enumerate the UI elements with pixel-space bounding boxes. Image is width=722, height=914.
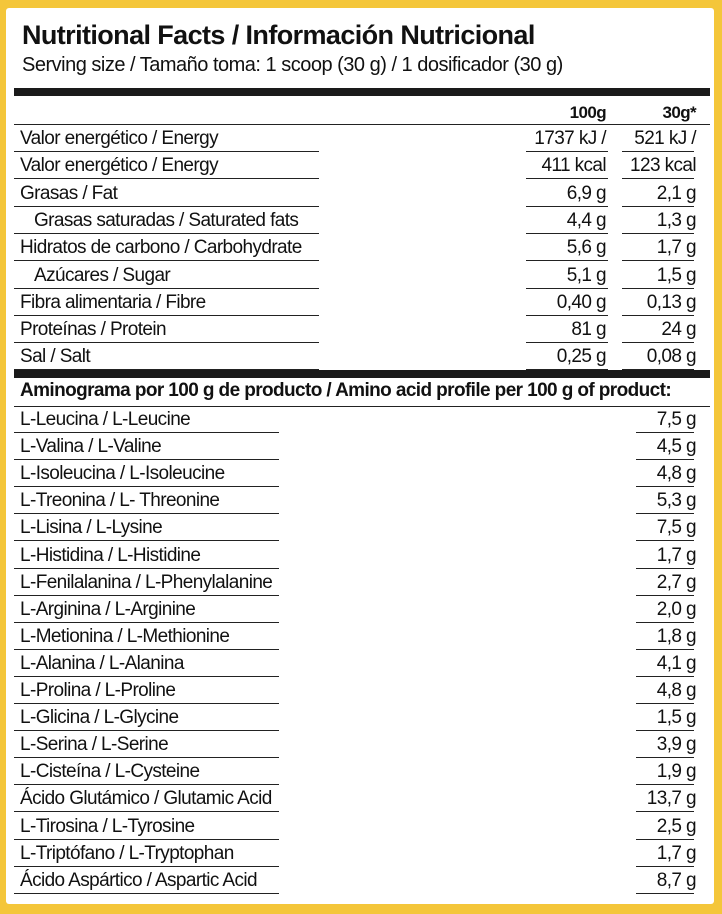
- amino-value: 4,8 g: [656, 680, 696, 701]
- nutrient-label: Azúcares / Sugar: [34, 264, 171, 286]
- nutrition-label: [6, 8, 714, 904]
- nutrient-value-100g: 411 kcal: [541, 155, 606, 177]
- amino-row: [6, 677, 714, 704]
- amino-row: [6, 867, 714, 894]
- nutrient-value-100g: 6,9 g: [566, 182, 606, 204]
- amino-row: [6, 758, 714, 785]
- row-underline: [14, 893, 279, 894]
- nutrition-row: [6, 234, 714, 261]
- amino-label: L-Prolina / L-Proline: [20, 680, 176, 701]
- amino-value: 1,8 g: [656, 625, 696, 647]
- amino-value: 1,5 g: [656, 707, 696, 729]
- nutrition-row: [6, 180, 714, 207]
- nutrient-value-100g: 81 g: [571, 319, 606, 341]
- nutrient-value-serving: 1,5 g: [656, 264, 696, 286]
- amino-label: L-Triptófano / L-Tryptophan: [20, 842, 234, 864]
- nutrient-value-serving: 24 g: [661, 319, 696, 341]
- nutrient-label: Grasas / Fat: [20, 182, 118, 204]
- nutrition-row: [6, 343, 714, 370]
- amino-row: [6, 813, 714, 840]
- amino-row: [6, 704, 714, 731]
- amino-value: 4,5 g: [656, 436, 696, 458]
- amino-row: [6, 487, 714, 514]
- amino-label: L-Leucina / L-Leucine: [20, 409, 191, 430]
- amino-row: [6, 460, 714, 487]
- nutrient-value-100g: 0,25 g: [556, 346, 606, 368]
- amino-row: [6, 840, 714, 867]
- amino-label: Ácido Aspártico / Aspartic Acid: [20, 869, 257, 891]
- serving-size: Serving size / Tamaño toma: 1 scoop (30 g) / 1 dosificador (30 g): [22, 54, 563, 76]
- amino-label: L-Lisina / L-Lysine: [20, 517, 163, 539]
- nutrient-value-100g: 1737 kJ /: [534, 128, 606, 149]
- column-header-row: [6, 98, 714, 125]
- nutrition-row: [6, 316, 714, 343]
- amino-row: [6, 731, 714, 758]
- nutrition-row: [6, 262, 714, 289]
- amino-profile-title: Aminograma por 100 g de producto / Amino acid profile per 100 g of product:: [20, 380, 672, 401]
- nutrient-label: Valor energético / Energy: [20, 155, 218, 177]
- amino-row: [6, 406, 714, 433]
- amino-row: [6, 542, 714, 569]
- amino-row: [6, 514, 714, 541]
- amino-value: 2,7 g: [656, 571, 696, 593]
- nutrient-value-100g: 5,1 g: [566, 264, 606, 286]
- amino-label: L-Treonina / L- Threonine: [20, 490, 220, 512]
- nutrient-label: Grasas saturadas / Saturated fats: [34, 209, 299, 231]
- nutrition-row: [6, 289, 714, 316]
- row-underline: [636, 893, 694, 894]
- column-header-serving: 30g*: [662, 103, 696, 122]
- nutrient-value-serving: 0,08 g: [646, 346, 696, 368]
- amino-row: [6, 569, 714, 596]
- amino-row: [6, 596, 714, 623]
- nutrient-value-serving: 1,7 g: [656, 237, 696, 259]
- amino-label: L-Tirosina / L-Tyrosine: [20, 815, 195, 837]
- amino-row: [6, 650, 714, 677]
- nutrient-value-serving: 521 kJ /: [634, 128, 696, 149]
- amino-value: 7,5 g: [656, 409, 696, 430]
- amino-value: 7,5 g: [656, 517, 696, 539]
- amino-label: L-Isoleucina / L-Isoleucine: [20, 463, 225, 485]
- amino-label: L-Cisteína / L-Cysteine: [20, 761, 200, 783]
- divider-top: [14, 88, 710, 96]
- nutrition-row: [6, 152, 714, 179]
- amino-value: 13,7 g: [646, 788, 696, 810]
- nutrient-label: Sal / Salt: [20, 346, 91, 368]
- amino-label: L-Valina / L-Valine: [20, 436, 162, 458]
- nutrient-value-serving: 0,13 g: [646, 291, 696, 313]
- amino-value: 5,3 g: [656, 490, 696, 512]
- nutrient-value-serving: 123 kcal: [630, 155, 696, 177]
- amino-label: L-Serina / L-Serine: [20, 734, 169, 756]
- amino-label: L-Metionina / L-Methionine: [20, 625, 230, 647]
- amino-label: L-Arginina / L-Arginine: [20, 598, 196, 620]
- nutrition-row: [6, 207, 714, 234]
- label-title: Nutritional Facts / Información Nutricional: [22, 20, 535, 50]
- amino-value: 1,7 g: [656, 544, 696, 566]
- column-header-100g: 100g: [569, 103, 606, 122]
- amino-value: 8,7 g: [656, 869, 696, 891]
- nutrient-label: Proteínas / Protein: [20, 319, 166, 341]
- amino-row: [6, 623, 714, 650]
- amino-value: 1,9 g: [656, 761, 696, 783]
- nutrient-value-serving: 1,3 g: [656, 209, 696, 231]
- nutrient-value-100g: 4,4 g: [566, 209, 606, 231]
- amino-value: 4,8 g: [656, 463, 696, 485]
- amino-label: L-Fenilalanina / L-Phenylalanine: [20, 571, 273, 593]
- nutrient-label: Hidratos de carbono / Carbohydrate: [20, 237, 302, 259]
- amino-label: Ácido Glutámico / Glutamic Acid: [20, 788, 272, 810]
- amino-value: 1,7 g: [656, 842, 696, 864]
- nutrient-label: Valor energético / Energy: [20, 128, 218, 149]
- amino-label: L-Alanina / L-Alanina: [20, 652, 184, 674]
- nutrient-label: Fibra alimentaria / Fibre: [20, 291, 206, 313]
- nutrition-row: [6, 125, 714, 152]
- amino-value: 3,9 g: [656, 734, 696, 756]
- amino-row: [6, 785, 714, 812]
- nutrient-value-serving: 2,1 g: [656, 182, 696, 204]
- nutrient-value-100g: 5,6 g: [566, 237, 606, 259]
- amino-value: 4,1 g: [656, 652, 696, 674]
- amino-label: L-Histidina / L-Histidine: [20, 544, 201, 566]
- divider-amino: [14, 370, 710, 378]
- amino-value: 2,5 g: [656, 815, 696, 837]
- amino-row: [6, 433, 714, 460]
- amino-value: 2,0 g: [656, 598, 696, 620]
- amino-label: L-Glicina / L-Glycine: [20, 707, 179, 729]
- nutrient-value-100g: 0,40 g: [556, 291, 606, 313]
